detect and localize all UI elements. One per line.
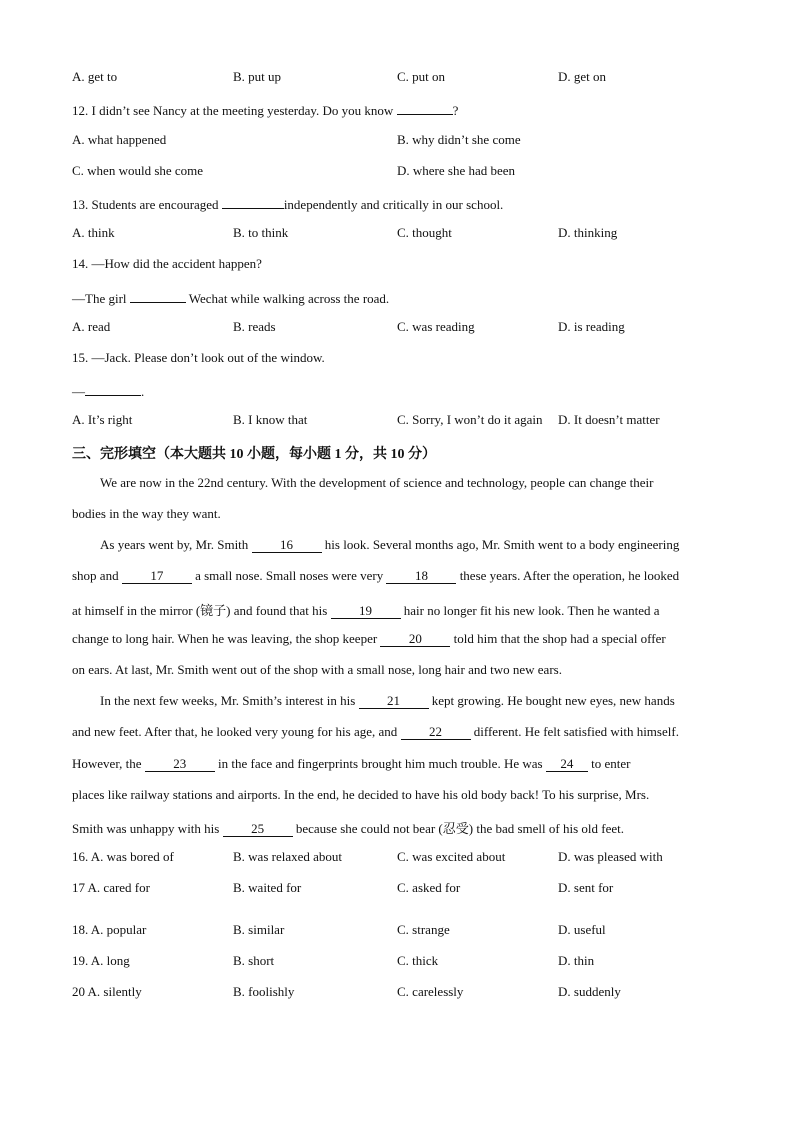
- passage-p2-line1: [100, 537, 750, 553]
- q12-option-b: B. why didn’t she come: [397, 132, 521, 147]
- q19-option-a: 19. A. long: [72, 953, 130, 968]
- q15-line2-end: .: [141, 384, 145, 399]
- q16-option-a: 16. A. was bored of: [72, 849, 174, 864]
- blank-17: 17: [122, 569, 192, 584]
- q13-option-c: C. thought: [397, 225, 452, 240]
- q12-stem: [72, 100, 458, 119]
- text: change to long hair. When he was leaving, the shop keeper: [72, 631, 381, 646]
- passage-p1-line2: bodies in the way they want.: [72, 506, 221, 521]
- q19-option-d: D. thin: [558, 953, 595, 968]
- passage-p3-line1: [100, 693, 750, 709]
- q12-stem-end: ?: [452, 103, 459, 118]
- q14-option-c: C. was reading: [397, 319, 475, 334]
- text: Smith was unhappy with his: [72, 821, 223, 836]
- q13-stem-end: independently and critically in our school.: [283, 197, 504, 212]
- text: However, the: [72, 756, 145, 771]
- passage-p3-line5: [72, 818, 722, 837]
- q18-option-c: C. strange: [397, 922, 450, 937]
- blank-18: 18: [386, 569, 456, 584]
- q11-option-d: D. get on: [558, 69, 607, 84]
- passage-p3-line2: [72, 724, 722, 740]
- text: these years. After the operation, he looked: [456, 568, 680, 583]
- q13-blank: [222, 194, 284, 209]
- q16-option-d: D. was pleased with: [558, 849, 663, 864]
- q12-option-a: A. what happened: [72, 132, 167, 147]
- q11-option-c: C. put on: [397, 69, 446, 84]
- text: shop and: [72, 568, 122, 583]
- q13-stem: [72, 194, 503, 213]
- q15-stem: 15. —Jack. Please don’t look out of the window.: [72, 350, 325, 365]
- passage-p2-line3: [72, 600, 722, 619]
- q12-option-d: D. where she had been: [397, 163, 516, 178]
- q17-option-b: B. waited for: [233, 880, 302, 895]
- text: different. He felt satisfied with himself.: [470, 724, 679, 739]
- q12-option-c: C. when would she come: [72, 163, 204, 178]
- blank-23: 23: [145, 757, 215, 772]
- q15-option-c: C. Sorry, I won’t do it again: [397, 412, 543, 427]
- q16-option-c: C. was excited about: [397, 849, 506, 864]
- q17-option-d: D. sent for: [558, 880, 614, 895]
- q15-option-a: A. It’s right: [72, 412, 133, 427]
- blank-20: 20: [380, 632, 450, 647]
- passage-p1-line1: We are now in the 22nd century. With the development of science and technology, people can change their: [100, 475, 654, 490]
- blank-22: 22: [401, 725, 471, 740]
- q16-option-b: B. was relaxed about: [233, 849, 343, 864]
- q19-option-b: B. short: [233, 953, 275, 968]
- q18-option-a: 18. A. popular: [72, 922, 147, 937]
- text: hair no longer fit his new look. Then he wanted a: [400, 603, 660, 618]
- passage-p3-line4: places like railway stations and airports. In the end, he decided to have his old body back! To his surprise, Mrs.: [72, 787, 650, 802]
- q20-option-a: 20 A. silently: [72, 984, 142, 999]
- q14-line2: [72, 288, 389, 307]
- q14-option-d: D. is reading: [558, 319, 625, 334]
- q18-option-d: D. useful: [558, 922, 606, 937]
- q14-stem: 14. —How did the accident happen?: [72, 256, 262, 271]
- text: In the next few weeks, Mr. Smith’s interest in his: [100, 693, 359, 708]
- q14-line2-end: Wechat while walking across the road.: [185, 291, 390, 306]
- text: at himself in the mirror (镜子) and found that his: [72, 603, 331, 618]
- q13-option-d: D. thinking: [558, 225, 618, 240]
- text: told him that the shop had a special offer: [450, 631, 666, 646]
- q11-option-b: B. put up: [233, 69, 282, 84]
- q11-option-a: A. get to: [72, 69, 118, 84]
- q15-option-b: B. I know that: [233, 412, 308, 427]
- q12-blank: [397, 100, 453, 115]
- q12-stem-text: 12. I didn’t see Nancy at the meeting yesterday. Do you know: [72, 103, 397, 118]
- text: to enter: [587, 756, 631, 771]
- q15-line2-text: —: [72, 384, 85, 399]
- text: his look. Several months ago, Mr. Smith went to a body engineering: [321, 537, 680, 552]
- q14-line2-text: —The girl: [72, 291, 130, 306]
- q20-option-d: D. suddenly: [558, 984, 621, 999]
- blank-24: 24: [546, 757, 588, 772]
- q14-option-a: A. read: [72, 319, 111, 334]
- q15-line2: [72, 381, 144, 400]
- q17-option-a: 17 A. cared for: [72, 880, 150, 895]
- passage-p2-line2: [72, 568, 722, 584]
- q17-option-c: C. asked for: [397, 880, 461, 895]
- text: As years went by, Mr. Smith: [100, 537, 252, 552]
- q15-blank: [85, 381, 141, 396]
- text: because she could not bear (忍受) the bad smell of his old feet.: [292, 821, 624, 836]
- q19-option-c: C. thick: [397, 953, 439, 968]
- q20-option-c: C. carelessly: [397, 984, 464, 999]
- q13-stem-text: 13. Students are encouraged: [72, 197, 222, 212]
- text: a small nose. Small noses were very: [191, 568, 387, 583]
- q15-option-d: D. It doesn’t matter: [558, 412, 660, 427]
- blank-16: 16: [252, 538, 322, 553]
- text: and new feet. After that, he looked very young for his age, and: [72, 724, 401, 739]
- passage-p2-line5: on ears. At last, Mr. Smith went out of the shop with a small nose, long hair and two new ears.: [72, 662, 562, 677]
- q13-option-a: A. think: [72, 225, 115, 240]
- blank-25: 25: [223, 822, 293, 837]
- q14-option-b: B. reads: [233, 319, 276, 334]
- q20-option-b: B. foolishly: [233, 984, 295, 999]
- text: in the face and fingerprints brought him much trouble. He was: [214, 756, 546, 771]
- blank-21: 21: [359, 694, 429, 709]
- text: kept growing. He bought new eyes, new hands: [428, 693, 675, 708]
- passage-p3-line3: [72, 756, 722, 772]
- q18-option-b: B. similar: [233, 922, 285, 937]
- section-heading: 三、完形填空（本大题共 10 小题，每小题 1 分，共 10 分）: [72, 447, 436, 462]
- passage-p2-line4: [72, 631, 722, 647]
- q14-blank: [130, 288, 186, 303]
- q13-option-b: B. to think: [233, 225, 289, 240]
- blank-19: 19: [331, 604, 401, 619]
